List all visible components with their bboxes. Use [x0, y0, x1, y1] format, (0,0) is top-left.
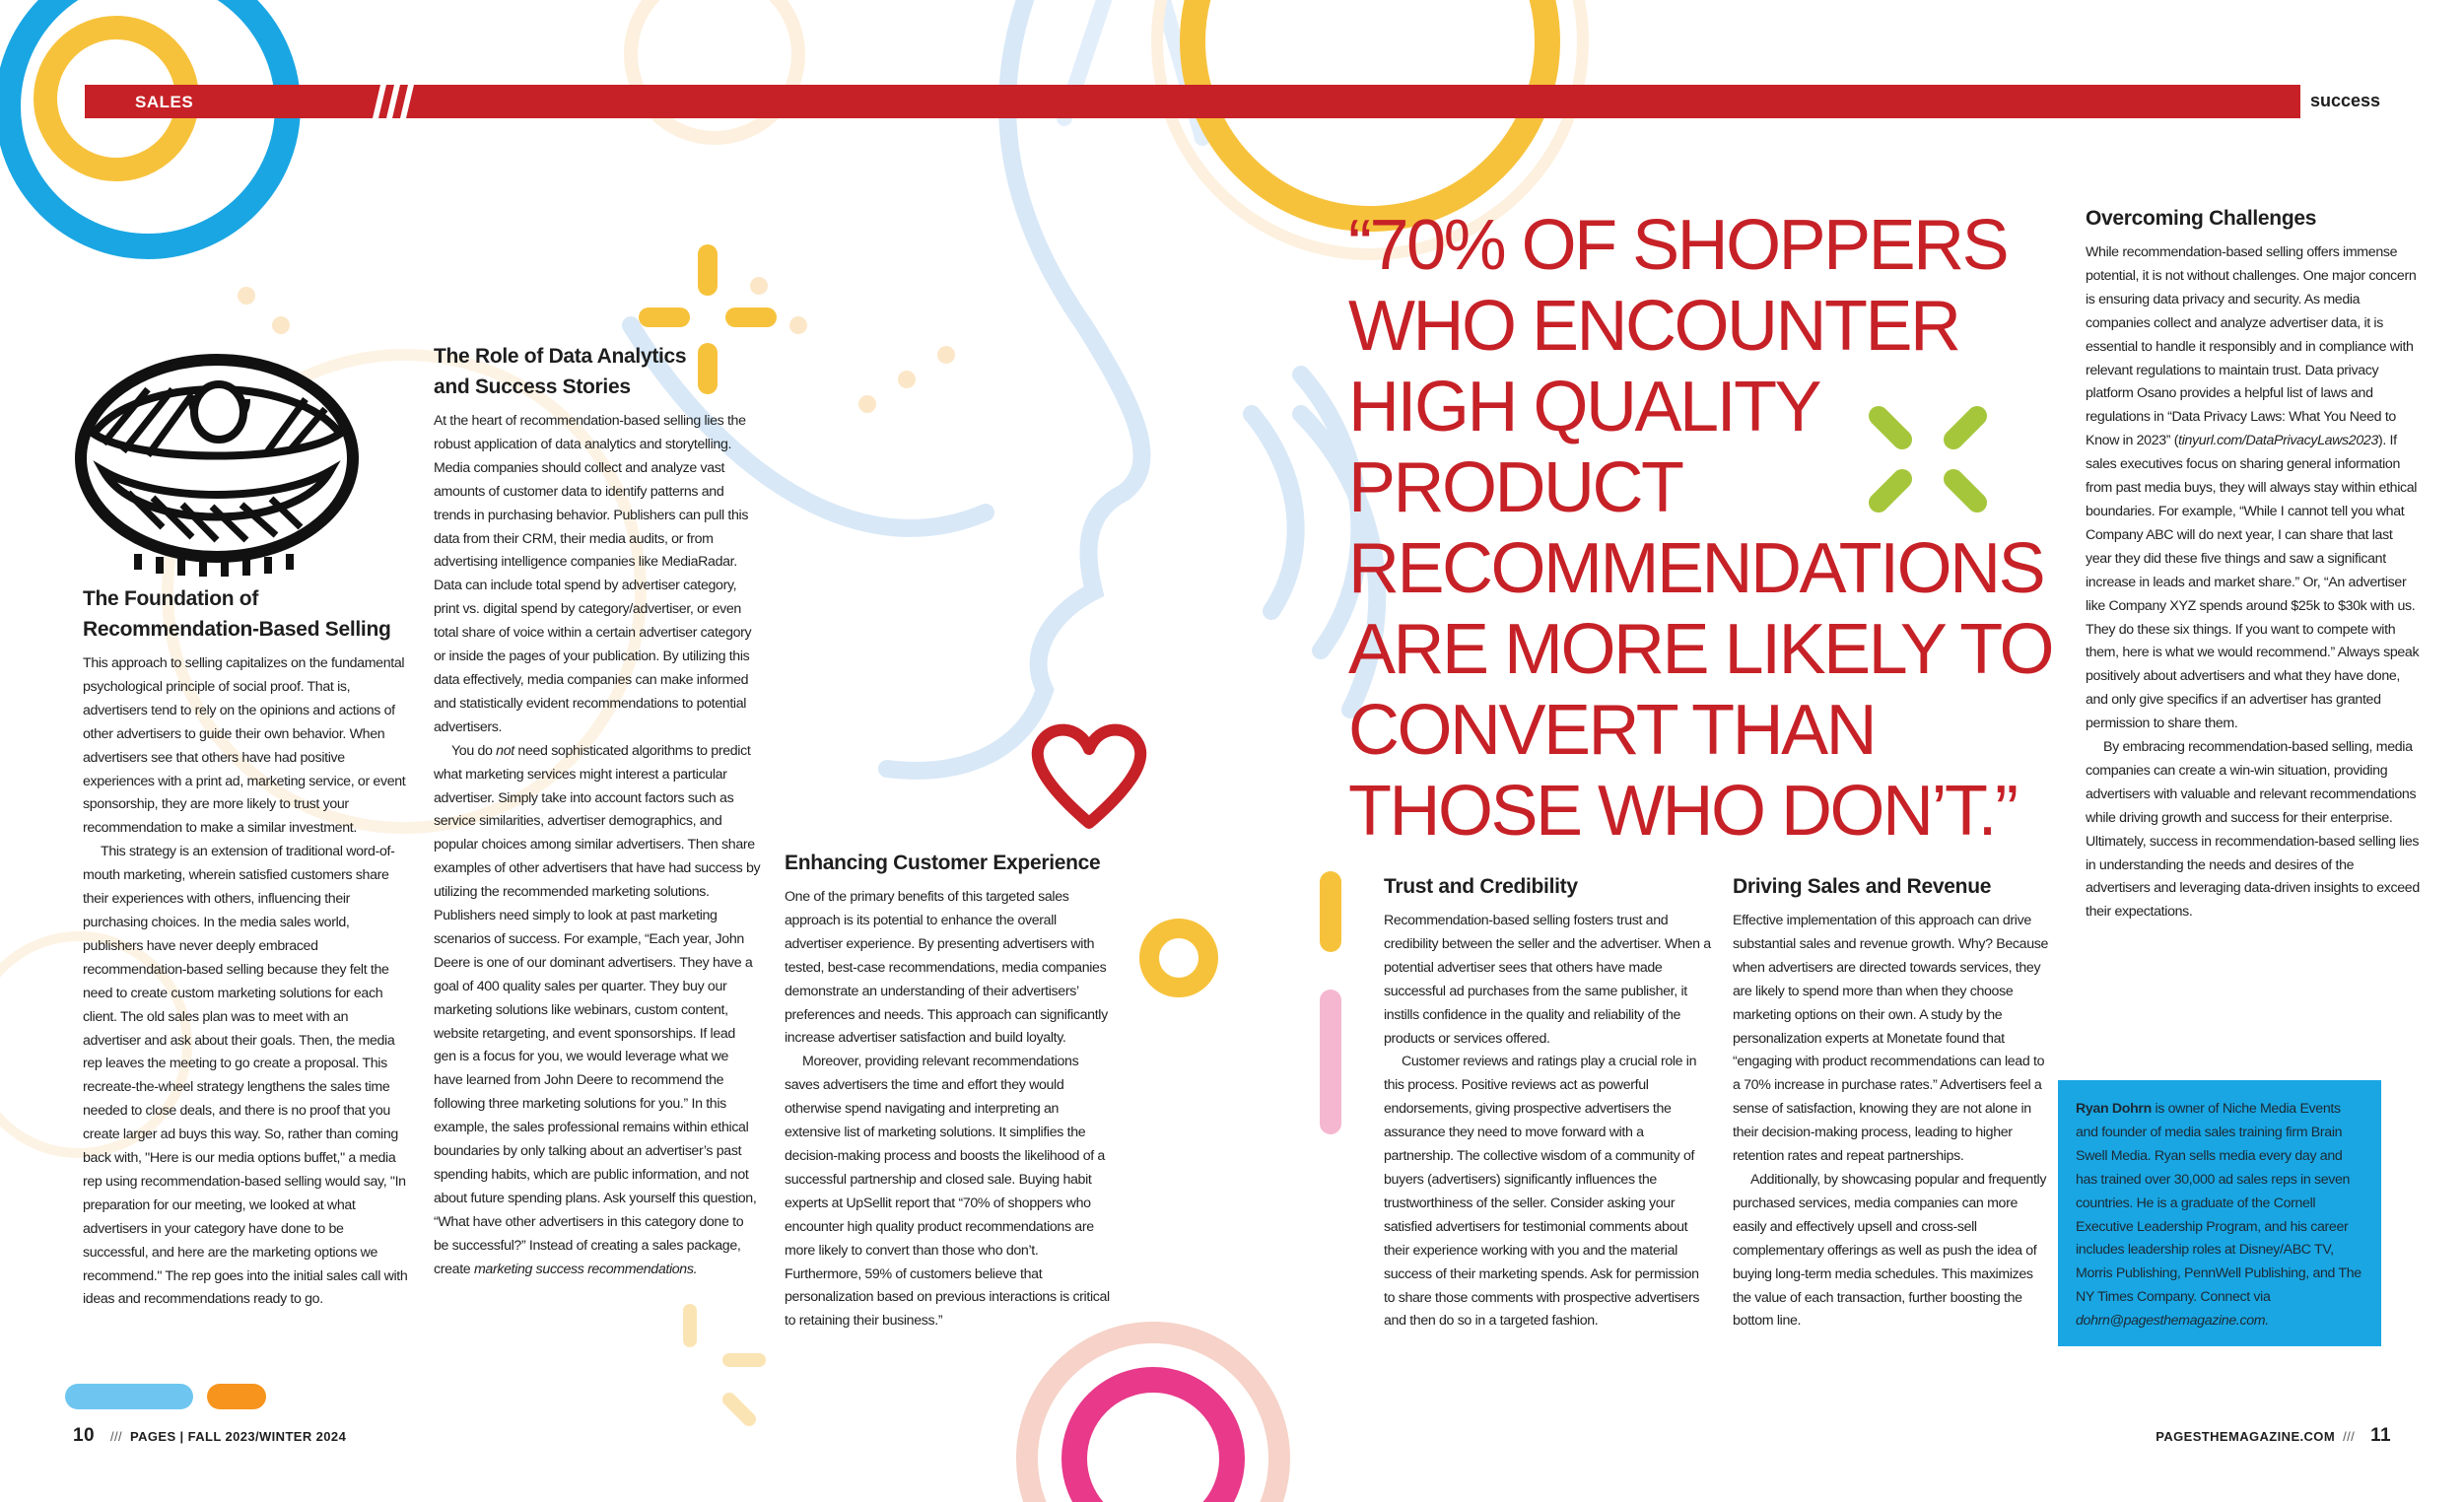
paragraph: Moreover, providing relevant recommendations saves advertisers the time and effort they would otherwise spend navigating and interpreting an extensive list of marketing solutions. It simplifies the decision-making process and boosts the likelihood of a successful partnership and closed sale. Buying habit experts at UpSellit report that “70% of shoppers who encounter high quality product recommendations are more likely to convert than those who don’t. Furthermore, 59% of customers believe that personalization based on previous interactions is critical to retaining their business.” — [785, 1054, 1110, 1330]
paragraph: This approach to selling capitalizes on the fundamental psychological principle of social proof. That is, advertisers tend to rely on the opinions and actions of other advertisers to guide their own behavior. When advertisers see that others have had positive experiences with a print ad, marketing service, or event sponsorship, they are more likely to trust your recommendation to make a similar investment. — [83, 655, 406, 837]
paragraph: Recommendation-based selling fosters trust and credibility between the seller and the advertiser. When a potential advertiser sees that others have made successful ad purchases from the same publisher, it instills confidence in the quality and reliability of the products or services offered. — [1384, 913, 1711, 1047]
article-experience — [785, 848, 1110, 1333]
article-challenges — [2086, 203, 2421, 924]
pull-quote: “70% OF SHOPPERS WHO ENCOUNTER HIGH QUALITY PRODUCT RECOMMENDATIONS ARE MORE LIKELY TO CONVERT THAN THOSE WHO DON’T.” — [1348, 206, 2052, 851]
heading-driving: Driving Sales and Revenue — [1733, 875, 1992, 898]
article-analytics — [434, 341, 761, 1282]
author-bio-box — [2058, 1080, 2381, 1346]
paragraph: One of the primary benefits of this targeted sales approach is its potential to enhance the overall advertiser experience. By presenting advertisers with tested, best-case recommendations, media companies demonstrate an understanding of their advertisers’ preferences and needs. This approach can significantly increase advertiser satisfaction and build loyalty. — [785, 889, 1108, 1047]
paragraph: At the heart of recommendation-based selling lies the robust application of data analytics and storytelling. Media companies should collect and analyze vast amounts of customer data to identify patterns and trends in purchasing behavior. Publishers can pull this data from their CRM, their media audits, or from advertising intelligence companies like MediaRadar. Data can include total spend by advertiser category, print vs. digital spend by category/advertiser, or even total share of voice within a certain advertiser category or inside the pages of your publication. By utilizing this data effectively, media companies can make informed and statistically evident recommendations to potential advertisers. — [434, 413, 752, 735]
footer-left: 10 /// PAGES | FALL 2023/WINTER 2024 — [73, 1425, 347, 1446]
author-name: Ryan Dohrn — [2076, 1101, 2152, 1117]
blue-pill-decoration — [65, 1384, 193, 1409]
author-bio: Ryan Dohrn is owner of Niche Media Events and founder of media sales training firm Brain Swell Media. Ryan sells media every day and has trained over 30,000 ad sales reps in seven countries. He is a graduate of the Cornell Executive Leadership Program, and his career includes leadership roles at Disney/ABC TV, Morris Publishing, PennWell Publishing, and The NY Times Company. Connect via dohrn@pagesthemagazine.com. — [2076, 1101, 2361, 1330]
paragraph: Effective implementation of this approach can drive substantial sales and revenue growth. Why? Because when advertisers are directed towards services, they are likely to spend more than when they choose marketing options on their own. A study by the personalization experts at Monetate found that “engaging with product recommendations can lead to a 70% increase in purchase rates.” Advertisers feel a sense of satisfaction, knowing they are not alone in their decision-making process, leading to higher retention rates and repeat partnerships. — [1733, 913, 2049, 1165]
footer-right: PAGESTHEMAGAZINE.COM /// 11 — [2156, 1425, 2391, 1446]
heart-decoration — [1038, 730, 1140, 823]
page-number: 10 — [73, 1425, 95, 1446]
paragraph: This strategy is an extension of traditional word-of-mouth marketing, wherein satisfied customers share their experiences with others, influencing their purchasing choices. In the media sales world, publishers have never deeply embraced recommendation-based selling because they felt the need to create custom marketing solutions for each client. The old sales plan was to meet with an advertiser and ask about their goals. Then, the media rep leaves the meeting to go create a proposal. This recreate-the-wheel strategy lengthens the sales time needed to close deals, and there is no proof that you create larger ad buys this way. So, rather than coming back with, "Here is our media options buffet," a media rep using recommendation-based selling would say, "In preparation for our meeting, we looked at what advertisers in your category have done to be successful, and here are the marketing options we recommend." The rep goes into the initial sales call with ideas and recommendations ready to go. — [83, 844, 408, 1308]
paragraph: Customer reviews and ratings play a crucial role in this process. Positive reviews act as powerful endorsements, giving prospective advertisers the assurance they need to move forward with a partnership. The collective wisdom of a community of buyers (advertisers) significantly influences the trustworthiness of the seller. Consider asking your satisfied advertisers for testimonial comments about their experience working with you and the material success of their marketing spends. Ask for permission to share those comments with prospective advertisers and then do so in a targeted fashion. — [1384, 1054, 1700, 1330]
small-yellow-ring-decoration — [1149, 928, 1208, 988]
heading-experience: Enhancing Customer Experience — [785, 852, 1101, 874]
article-driving — [1733, 871, 2050, 1333]
section-tag: success — [2310, 91, 2381, 110]
magazine-issue: PAGES | FALL 2023/WINTER 2024 — [129, 1429, 347, 1444]
heading-foundation: The Foundation of Recommendation-Based Selling — [83, 587, 391, 641]
pink-ring-decoration — [1074, 1380, 1232, 1502]
header-slash-marks — [361, 85, 420, 118]
heading-challenges: Overcoming Challenges — [2086, 207, 2317, 230]
magazine-url[interactable]: PAGESTHEMAGAZINE.COM — [2156, 1429, 2336, 1444]
mouth-icon — [81, 360, 353, 577]
paragraph: While recommendation-based selling offers immense potential, it is not without challenges. One major concern is ensuring data privacy and security. As media companies collect and analyze advertiser data, it is essential to handle it responsibly and in compliance with relevant regulations to maintain trust. Data privacy platform Osano provides a helpful list of laws and regulations in “Data Privacy Laws: What You Need to Know in 2023” (tinyurl.com/DataPrivacyLaws2023). If sales executives focus on sharing general information from past media buys, they will always stay within ethical boundaries. For example, “While I cannot tell you what Company ABC will do next year, I can share that last year they did these five things and saw a significant increase in leads and market share.” Or, “An advertiser like Company XYZ spends around $25k to $30k with us. They do these six things. If you want to compete with them, here is what we would recommend.” Always speak positively about advertisers and what they have done, and only give specifics if an advertiser has granted permission to share them. — [2086, 244, 2420, 732]
page-number: 11 — [2370, 1425, 2391, 1446]
section-label: SALES — [135, 93, 194, 111]
heading-analytics: The Role of Data Analytics and Success Stories — [434, 345, 687, 398]
paragraph: Additionally, by showcasing popular and frequently purchased services, media companies can more easily and effectively upsell and cross-sell complementary offerings as well as push the idea of buying long-term media schedules. This maximizes the value of each transaction, further boosting the bottom line. — [1733, 1171, 2047, 1330]
header-bar — [85, 85, 2300, 118]
author-email-link[interactable]: dohrn@pagesthemagazine.com. — [2076, 1313, 2269, 1330]
article-foundation — [83, 583, 408, 1312]
paragraph: You do not need sophisticated algorithms to predict what marketing services might interest a particular advertiser. Simply take into account factors such as service similarities, advertiser demographics, and popular choices among similar advertisers. Then share examples of other advertisers that have had success by utilizing the recommended marketing solutions. Publishers need simply to look at past marketing scenarios of success. For example, “Each year, John Deere is one of our dominant advertisers. They have a goal of 400 quality sales per quarter. They buy our marketing solutions like webinars, custom content, website retargeting, and event sponsorships. If lead gen is a focus for you, we would leverage what we have learned from John Deere to recommend the following three marketing solutions for you.” In this example, the sales professional remains within ethical boundaries by only talking about an advertiser’s past spending habits, which are public information, and not about future spending plans. Ask yourself this question, “What have other advertisers in this category done to be successful?” Instead of creating a sales package, create marketing success recommendations. — [434, 742, 761, 1277]
article-trust — [1384, 871, 1711, 1333]
orange-pill-decoration — [207, 1384, 266, 1409]
heading-trust: Trust and Credibility — [1384, 875, 1578, 898]
paragraph: By embracing recommendation-based selling, media companies can create a win-win situation, providing advertisers with valuable and relevant recommendations while driving growth and success for their enterprise. Ultimately, success in recommendation-based selling lies in understanding the needs and desires of the advertisers and leveraging data-driven insights to exceed their expectations. — [2086, 739, 2420, 921]
